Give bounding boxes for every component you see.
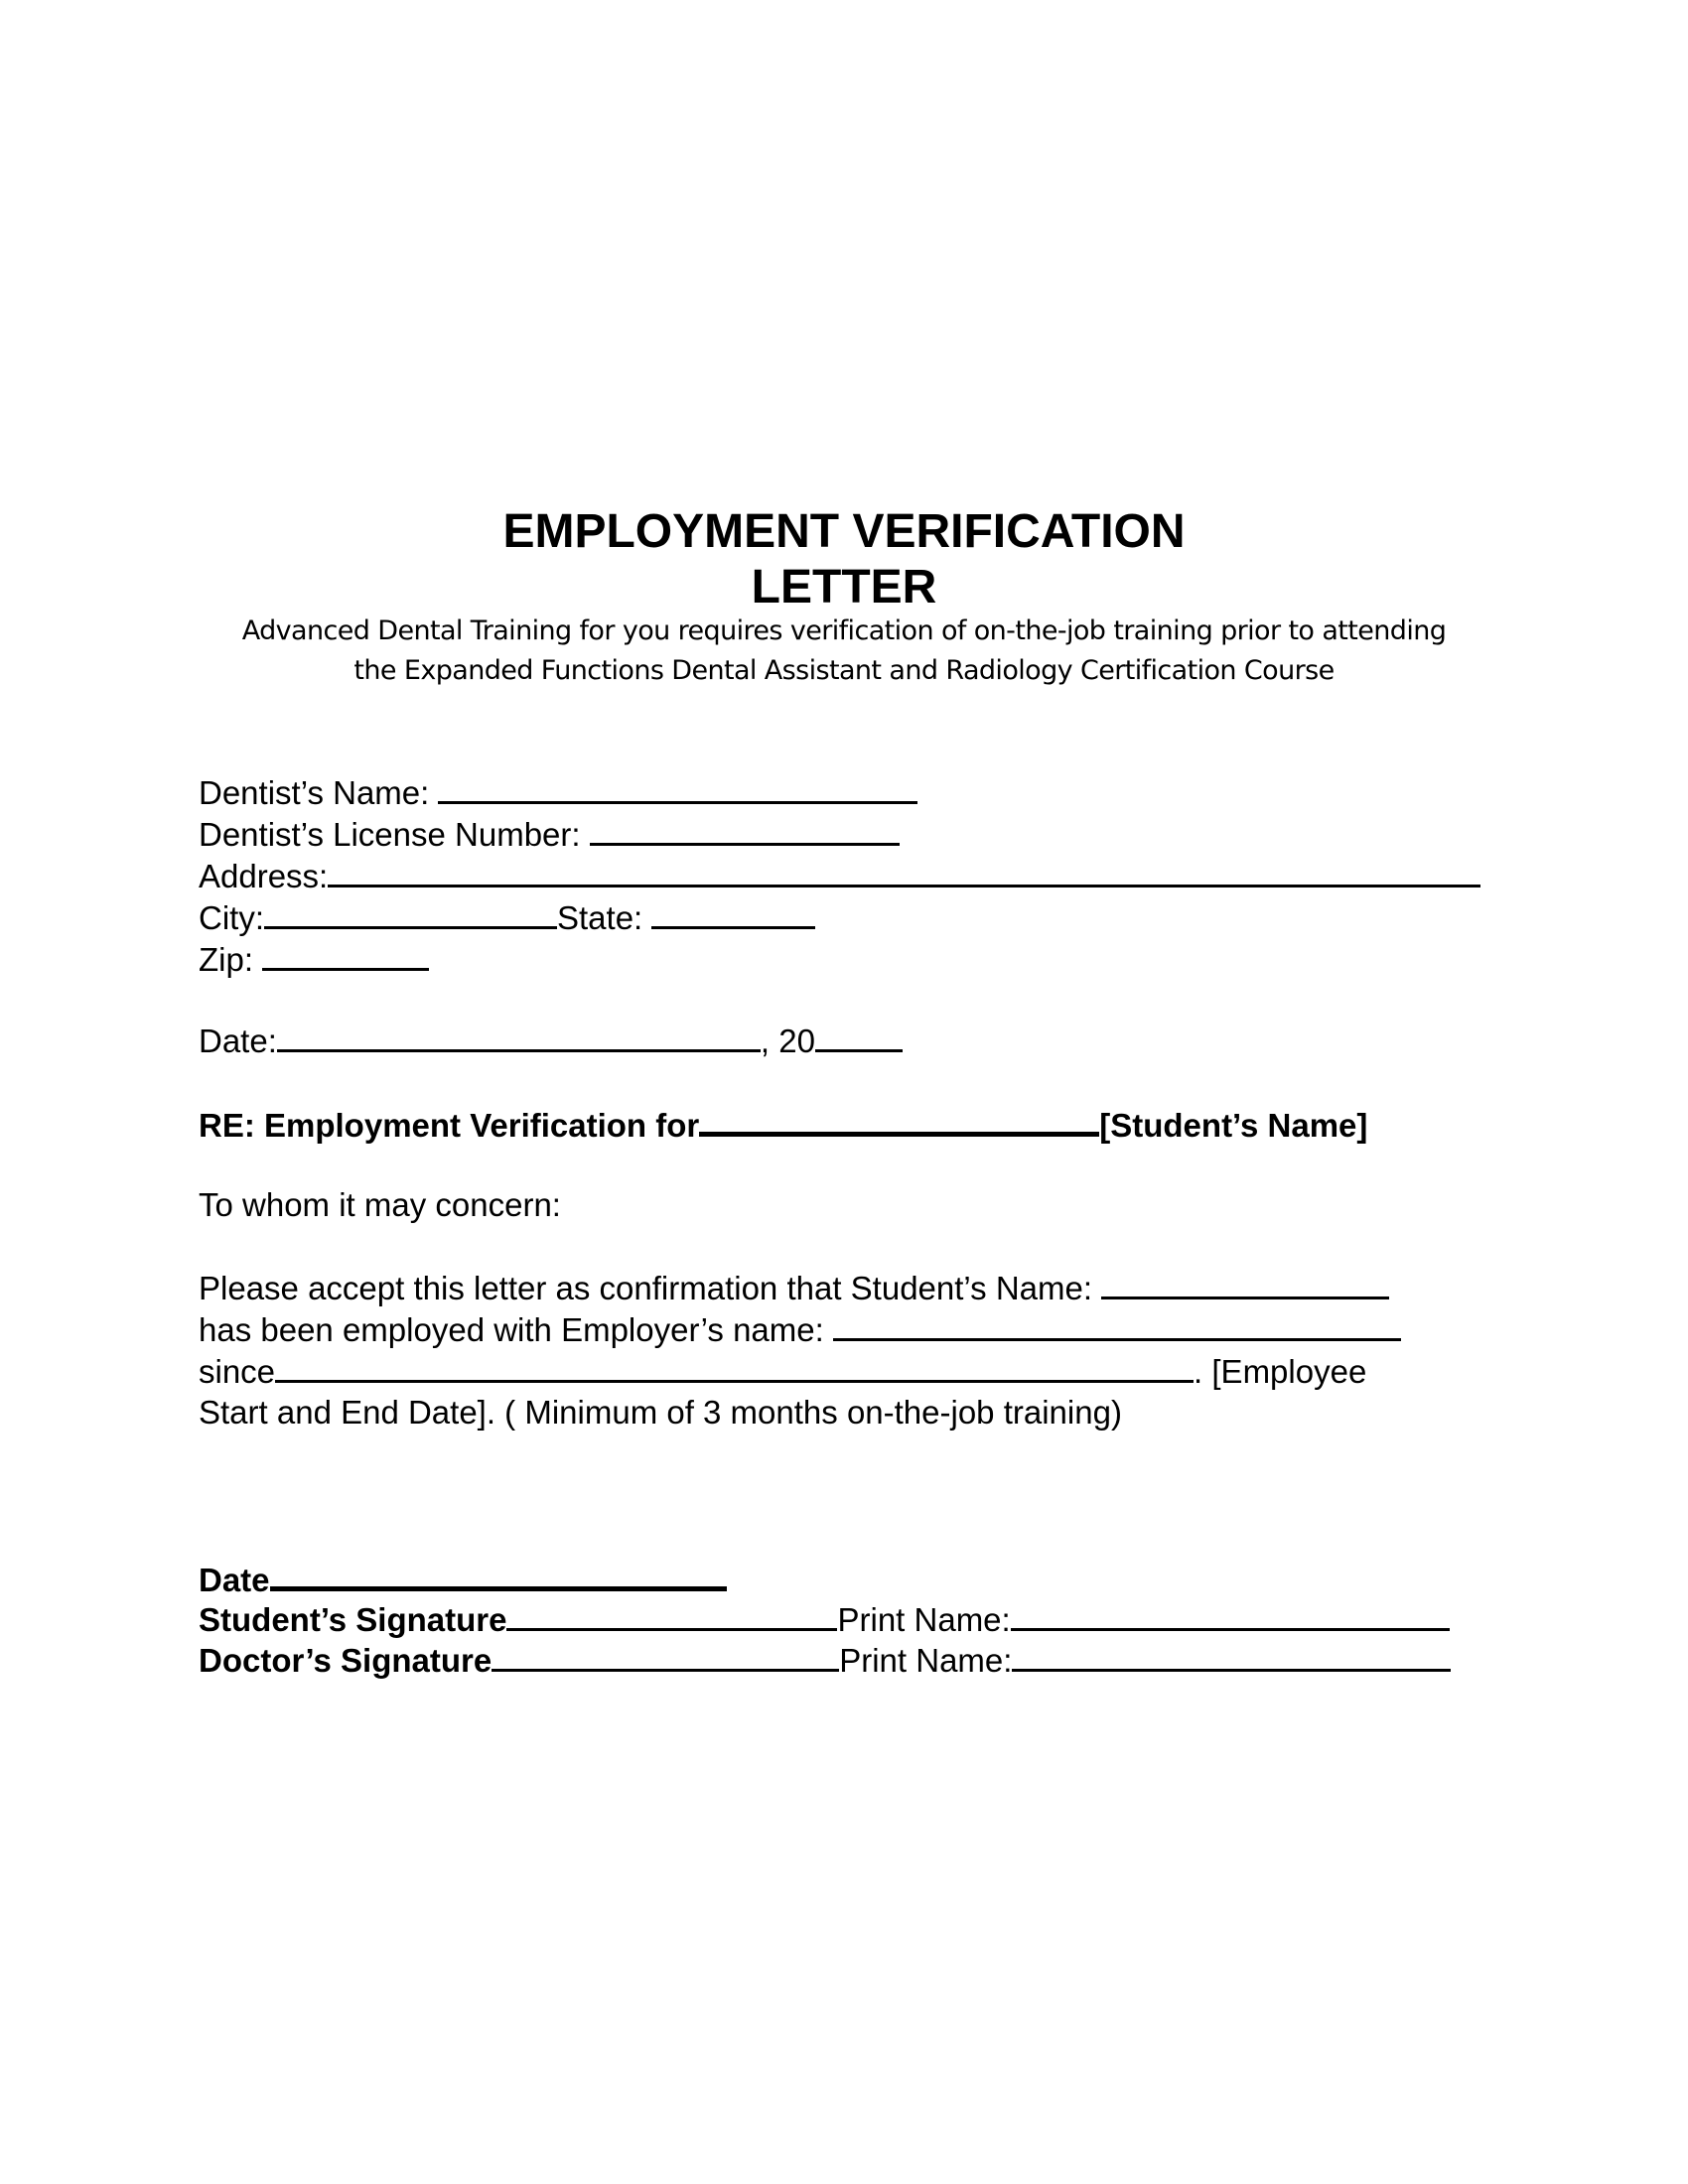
body-line-3 — [199, 1350, 1366, 1392]
address-field[interactable] — [328, 855, 1480, 887]
student-signature-row — [199, 1598, 1450, 1640]
date-label: Date: — [199, 1023, 277, 1059]
address-label: Address: — [199, 858, 329, 894]
dentist-name-row — [199, 771, 917, 813]
zip-row — [199, 938, 429, 980]
body-line-1-text: Please accept this letter as confirmation that Student’s Name: — [199, 1270, 1093, 1306]
zip-label: Zip: — [199, 941, 254, 978]
doctor-signature-label: Doctor’s Signature — [199, 1642, 492, 1679]
address-row — [199, 855, 1480, 896]
title-line-1: EMPLOYMENT VERIFICATION — [502, 505, 1186, 558]
doctor-signature-row — [199, 1639, 1451, 1681]
subtitle-line-2: the Expanded Functions Dental Assistant and Radiology Certification Course — [353, 655, 1335, 686]
dentist-name-field[interactable] — [438, 771, 917, 804]
dentist-license-row — [199, 813, 900, 855]
student-name-field[interactable] — [1101, 1267, 1389, 1299]
date-field[interactable] — [277, 1020, 761, 1052]
signature-date-label: Date — [199, 1562, 270, 1598]
student-print-name-field[interactable] — [1011, 1598, 1450, 1631]
title-line-2: LETTER — [751, 561, 937, 614]
doctor-signature-field[interactable] — [492, 1639, 839, 1672]
city-state-row — [199, 896, 815, 938]
body-line-2-text: has been employed with Employer’s name: — [199, 1311, 824, 1348]
body-line-4: Start and End Date]. ( Minimum of 3 months on-the-job training) — [199, 1394, 1122, 1431]
city-field[interactable] — [264, 896, 557, 929]
re-student-name-field[interactable] — [699, 1102, 1099, 1137]
subtitle-line-1: Advanced Dental Training for you requires verification of on-the-job training prior to attending — [241, 615, 1447, 646]
date-year-field[interactable] — [815, 1020, 903, 1052]
student-print-name-label: Print Name: — [837, 1601, 1011, 1638]
employment-dates-field[interactable] — [275, 1350, 1194, 1383]
date-row — [199, 1020, 903, 1061]
employer-name-field[interactable] — [833, 1308, 1401, 1341]
doctor-print-name-field[interactable] — [1012, 1639, 1451, 1672]
body-line-1 — [199, 1267, 1389, 1308]
re-row — [199, 1102, 1367, 1146]
state-label: State: — [557, 899, 643, 936]
body-line-3-suffix: . [Employee — [1194, 1353, 1367, 1390]
body-line-2 — [199, 1308, 1401, 1350]
signature-date-field[interactable] — [270, 1557, 727, 1591]
dentist-name-label: Dentist’s Name: — [199, 774, 430, 811]
zip-field[interactable] — [262, 938, 429, 971]
re-label: RE: Employment Verification for — [199, 1107, 700, 1144]
greeting: To whom it may concern: — [199, 1186, 561, 1223]
city-label: City: — [199, 899, 264, 936]
signature-date-row — [199, 1557, 727, 1600]
dentist-license-label: Dentist’s License Number: — [199, 816, 581, 853]
doctor-print-name-label: Print Name: — [839, 1642, 1013, 1679]
date-year-prefix: , 20 — [760, 1023, 815, 1059]
re-suffix: [Student’s Name] — [1099, 1107, 1368, 1144]
dentist-license-field[interactable] — [590, 813, 900, 846]
student-signature-label: Student’s Signature — [199, 1601, 507, 1638]
body-line-3-prefix: since — [199, 1353, 276, 1390]
student-signature-field[interactable] — [506, 1598, 837, 1631]
state-field[interactable] — [651, 896, 815, 929]
